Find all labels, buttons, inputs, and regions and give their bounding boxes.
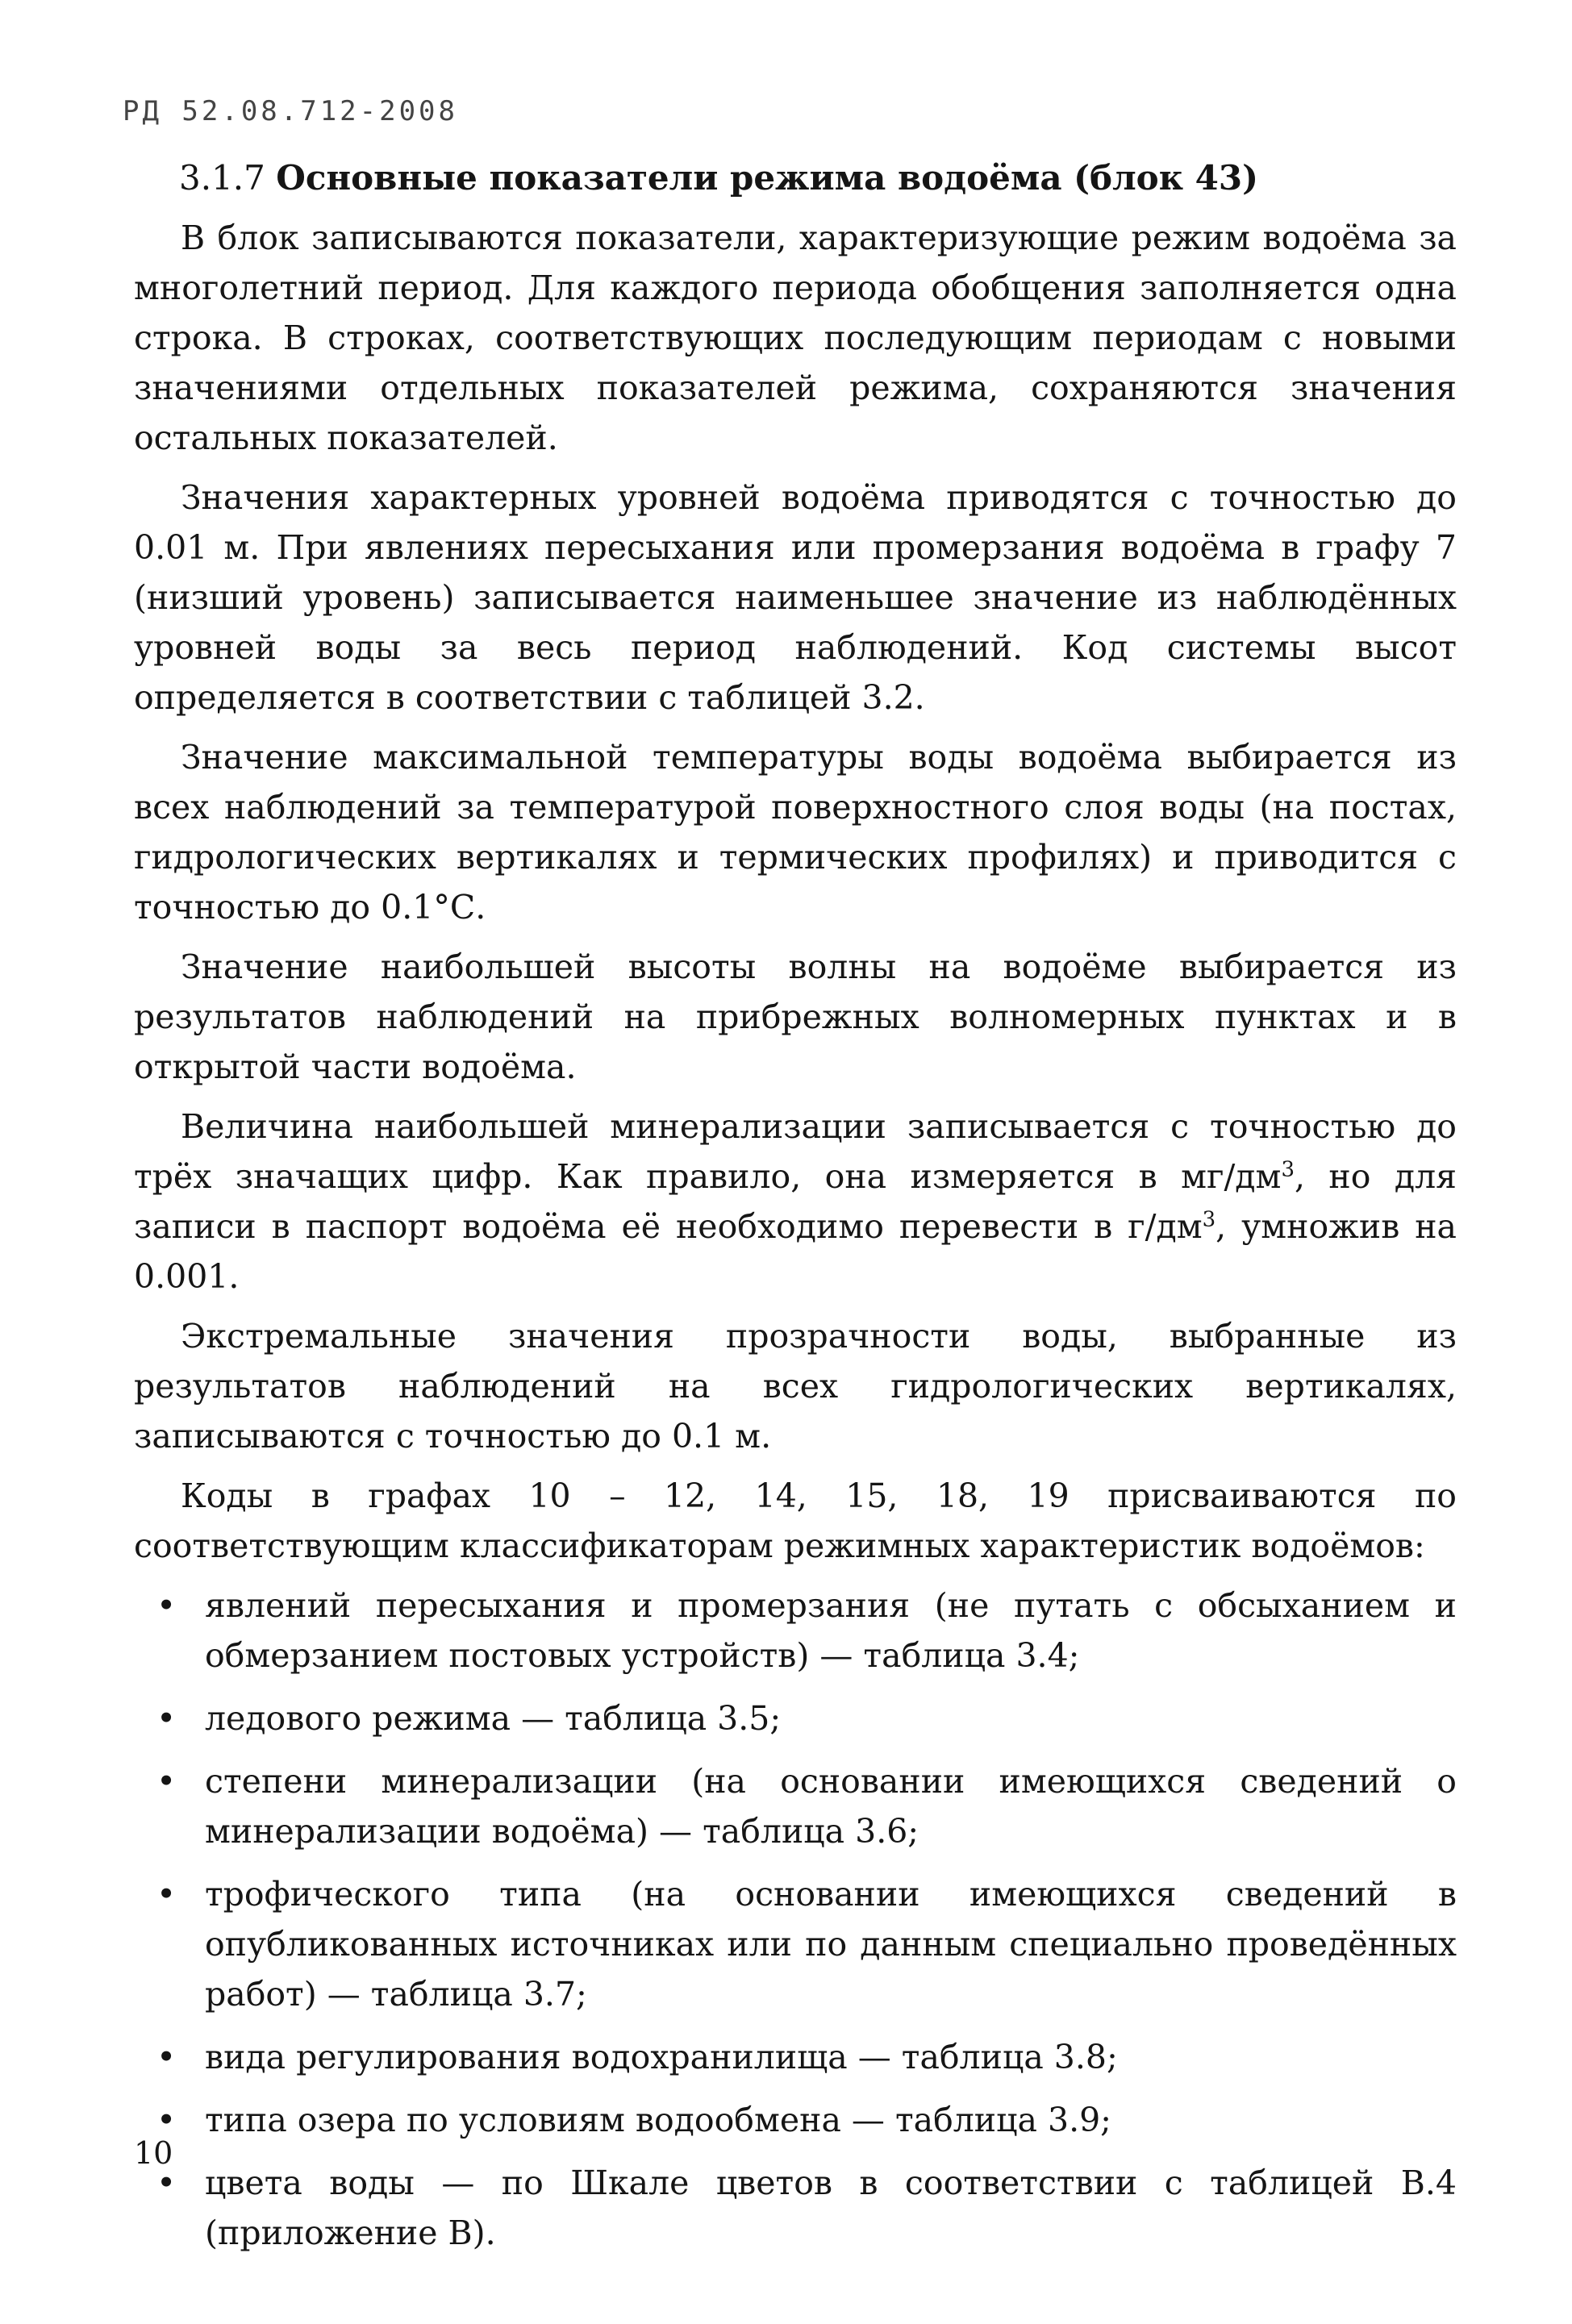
bullet-icon: • xyxy=(156,2038,177,2076)
list-item-text: явлений пересыхания и промерзания (не путать с обсыханием и обмерзанием постовых устройств) — таблица 3.4; xyxy=(205,1586,1457,1675)
paragraph: Значение наибольшей высоты волны на водоёме выбирается из результатов наблюдений на прибрежных волномерных пунктах и в открытой части водоёма. xyxy=(134,948,1457,1086)
bullet-icon: • xyxy=(156,1762,177,1801)
section-heading xyxy=(179,153,1457,203)
list-item xyxy=(134,2095,1457,2145)
list-item-text: ледового режима — таблица 3.5; xyxy=(205,1699,782,1738)
list-item-text: вида регулирования водохранилища — таблица 3.8; xyxy=(205,2038,1118,2076)
section-title: Основные показатели режима водоёма (блок 43) xyxy=(276,158,1258,198)
paragraph: Значения характерных уровней водоёма приводятся с точностью до 0.01 м. При явлениях пересыхания или промерзания водоёма в графу 7 (низший уровень) записывается наименьшее значение из наблюдённых уровней воды за весь период наблюдений. Код системы высот определяется в соответствии с таблицей 3.2. xyxy=(134,478,1457,717)
list-item-text: трофического типа (на основании имеющихся сведений в опубликованных источниках или по данным специально проведённых работ) — таблица 3.7; xyxy=(205,1875,1457,2014)
list-item xyxy=(134,2032,1457,2082)
list-item xyxy=(134,2158,1457,2258)
text-run: , но для записи в паспорт водоёма её необходимо перевести в г/дм xyxy=(134,1157,1457,1246)
bullet-icon: • xyxy=(156,1586,177,1625)
bullet-icon: • xyxy=(156,2164,177,2202)
bullet-icon: • xyxy=(156,2101,177,2139)
list-item-text: степени минерализации (на основании имеющихся сведений о минерализации водоёма) — таблица 3.6; xyxy=(205,1762,1457,1851)
paragraph: Коды в графах 10 – 12, 14, 15, 18, 19 присваиваются по соответствующим классификаторам режимных характеристик водоёмов: xyxy=(134,1476,1457,1565)
list-item xyxy=(134,1581,1457,1681)
list-item xyxy=(134,1693,1457,1743)
list-item xyxy=(134,1756,1457,1856)
paragraph: Значение максимальной температуры воды водоёма выбирается из всех наблюдений за температурой поверхностного слоя воды (на постах, гидрологических вертикалях и термических профилях) и приводится с точностью до 0.1°С. xyxy=(134,738,1457,927)
classifier-list xyxy=(134,1581,1457,2258)
document-body xyxy=(134,153,1457,2271)
list-item-text: типа озера по условиям водообмена — таблица 3.9; xyxy=(205,2101,1111,2139)
superscript: 3 xyxy=(1281,1157,1295,1182)
superscript: 3 xyxy=(1202,1207,1216,1232)
section-number: 3.1.7 xyxy=(179,158,265,198)
document-header: РД 52.08.712-2008 xyxy=(123,95,458,127)
paragraph-mineralization xyxy=(134,1102,1457,1302)
paragraph: Экстремальные значения прозрачности воды, выбранные из результатов наблюдений на всех гидрологических вертикалях, записываются с точностью до 0.1 м. xyxy=(134,1317,1457,1456)
page-number: 10 xyxy=(134,2135,173,2171)
list-item xyxy=(134,1869,1457,2019)
bullet-icon: • xyxy=(156,1699,177,1738)
text-run: , умножив на 0.001. xyxy=(134,1207,1457,1296)
paragraph: В блок записываются показатели, характеризующие режим водоёма за многолетний период. Для каждого периода обобщения заполняется одна строка. В строках, соответствующих последующим периодам с новыми значениями отдельных показателей режима, сохраняются значения остальных показателей. xyxy=(134,219,1457,457)
text-run: Величина наибольшей минерализации записывается с точностью до трёх значащих цифр. Как правило, она измеряется в мг/дм xyxy=(134,1107,1457,1196)
bullet-icon: • xyxy=(156,1875,177,1914)
list-item-text: цвета воды — по Шкале цветов в соответствии с таблицей В.4 (приложение В). xyxy=(205,2164,1457,2252)
